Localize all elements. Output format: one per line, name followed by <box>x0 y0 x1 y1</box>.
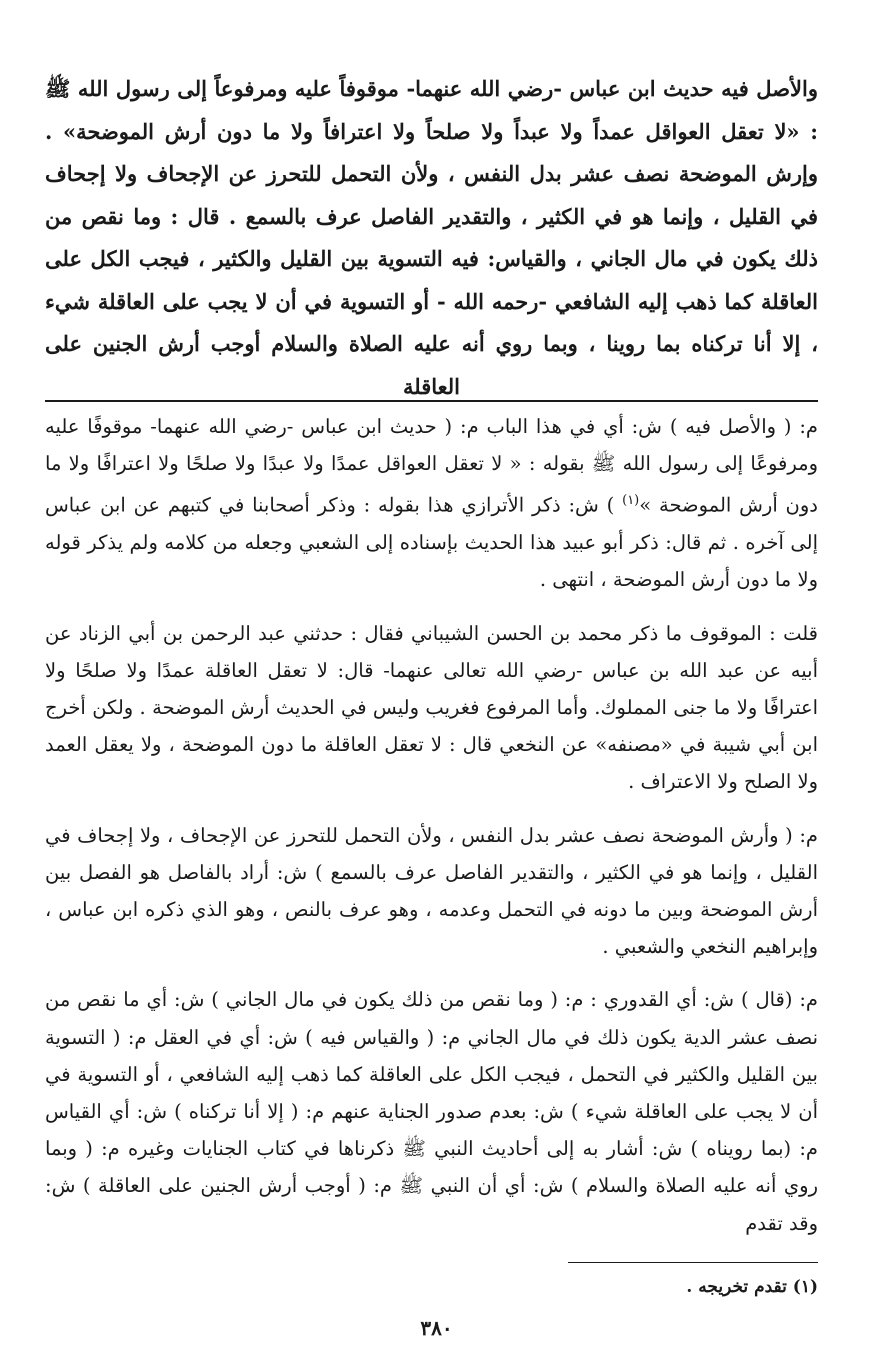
matn-text: والأصل فيه حديث ابن عباس -رضي الله عنهما- موقوفاً عليه ومرفوعاً إلى رسول الله ﷺ : «لا تعقل العواقل عمداً ولا عبداً ولا صلحاً ولا اعترافاً ولا ما دون أرش الموضحة» . وإرش الموضحة نصف عشر بدل النفس ، ولأن التحمل للتحرز عن الإجحاف ولا إجحاف في القليل ، وإنما هو في الكثير ، والتقدير الفاصل عرف بالسمع . قال : وما نقص من ذلك يكون في مال الجاني ، والقياس: فيه التسوية بين القليل والكثير ، فيجب الكل على العاقلة كما ذهب إليه الشافعي -رحمه الله - أو التسوية في أن لا يجب على العاقلة شيء ، إلا أنا تركناه بما روينا ، وبما روي أنه عليه الصلاة والسلام أوجب أرش الجنين على العاقلة <box>45 76 818 399</box>
commentary-paragraph-4: م: (قال ) ش: أي القدوري : م: ( وما نقص من ذلك يكون في مال الجاني ) ش: أي ما نقص من نصف عشر الدية يكون ذلك في مال الجاني م: ( والقياس فيه ) ش: أي في العقل م: ( التسوية بين القليل والكثير في التحمل ، فيجب الكل على العاقلة كما ذهب إليه الشافعي ، أو التسوية في أن لا يجب على العاقلة شيء ) ش: بعدم صدور الجناية عنهم م: ( إلا أنا تركناه ) ش: أي القياس م: (بما رويناه ) ش: أشار به إلى أحاديث النبي ﷺ ذكرناها في كتاب الجنايات وغيره م: ( وبما روي أنه عليه الصلاة والسلام ) ش: أي أن النبي ﷺ م: ( أوجب أرش الجنين على العاقلة ) ش: وقد تقدم <box>45 988 818 1235</box>
footnote-separator <box>568 1262 818 1263</box>
footnote-reference: (١) <box>622 493 640 509</box>
footnote: (١) تقدم تخريجه . <box>686 1277 818 1297</box>
commentary-text: م: ( والأصل فيه ) ش: أي في هذا الباب م: ( حديث ابن عباس -رضي الله عنهما- موقوفًا عليه ومرفوعًا إلى رسول الله ﷺ بقوله : « لا تعقل العواقل عمدًا ولا عبدًا ولا صلحًا ولا اعترافًا ولا ما دون أرش الموضحة » <box>45 415 818 517</box>
page-number: ٣٨٠ <box>420 1316 453 1340</box>
commentary-text: ) ش: ذكر الأترازي هذا بقوله : وذكر أصحابنا في كتبهم عن ابن عباس إلى آخره . ثم قال: ذكر أبو عبيد هذا الحديث بإسناده إلى الشعبي وجعله من كلامه ولم يذكر قوله ولا ما دون أرش الموضحة ، انتهى . <box>45 493 818 592</box>
separator-line <box>45 400 818 402</box>
commentary <box>45 408 818 1258</box>
commentary-paragraph-3: م: ( وأرش الموضحة نصف عشر بدل النفس ، ولأن التحمل للتحرز عن الإجحاف ، ولا إجحاف في القليل ، وإنما هو في الكثير ، والتقدير الفاصل عرف بالسمع ) ش: أراد بالفاصل هو الفصل بين أرش الموضحة وبين ما دونه في التحمل وعدمه ، وهو عرف بالنص ، وهو الذي ذكره ابن عباس ، وإبراهيم النخعي والشعبي . <box>45 823 818 959</box>
commentary-paragraph-2: قلت : الموقوف ما ذكر محمد بن الحسن الشيباني فقال : حدثني عبد الرحمن بن أبي الزناد عن أبيه عن عبد الله بن عباس -رضي الله تعالى عنهما- قال: لا تعقل العاقلة عمدًا ولا صلحًا ولا اعترافًا ولا ما جنى المملوك. وأما المرفوع فغريب وليس في الحديث أرش الموضحة . ولكن أخرج ابن أبي شيبة في «مصنفه» عن النخعي قال : لا تعقل العاقلة ما دون الموضحة ، ولا يعقل العمد ولا الصلح ولا الاعتراف . <box>45 621 819 794</box>
commentary-paragraph-1 <box>45 408 818 599</box>
